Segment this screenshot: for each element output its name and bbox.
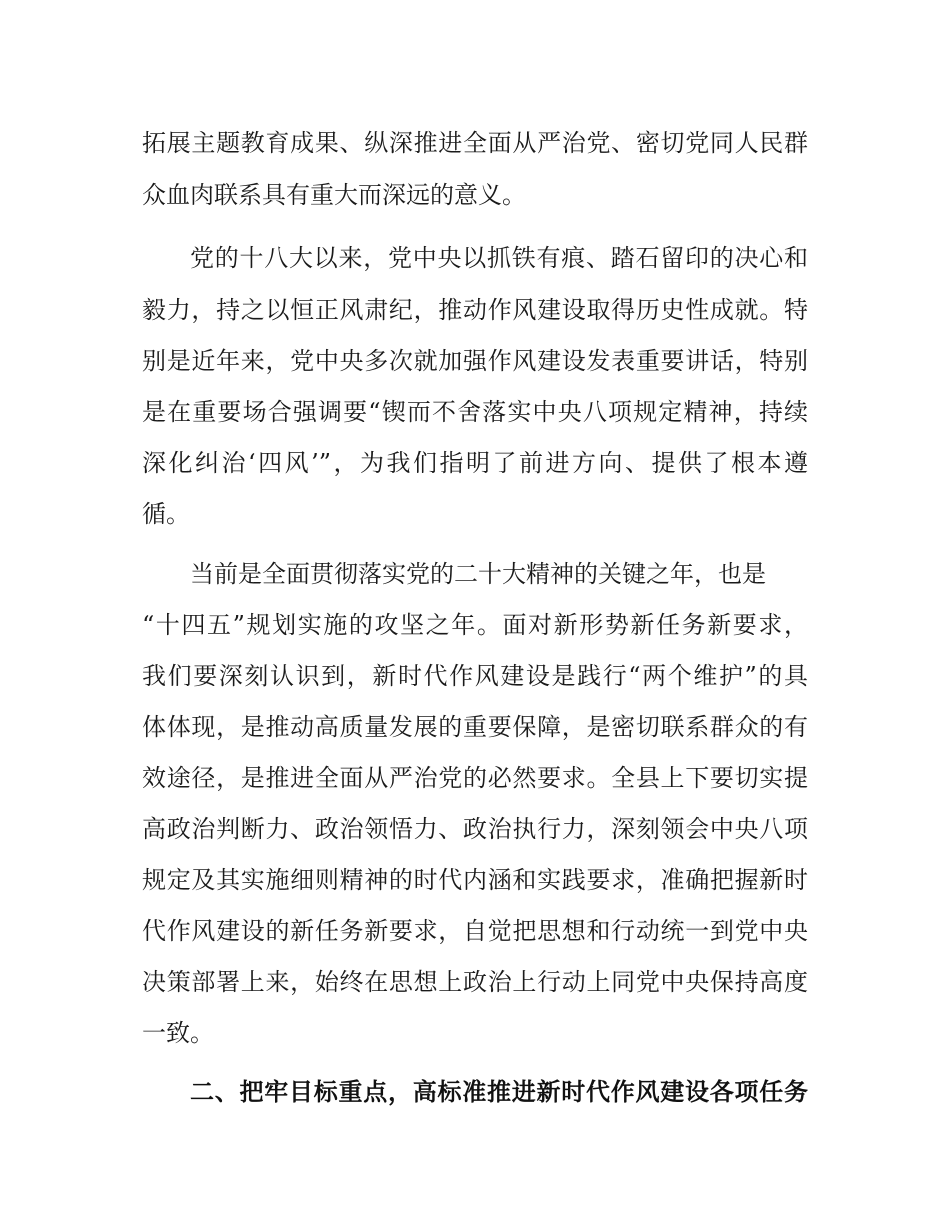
paragraph-3-line-6: 高政治判断力、政治领悟力、政治执行力，深刻领会中央八项 <box>142 815 808 843</box>
paragraph-3-line-1: 当前是全面贯彻落实党的二十大精神的关键之年，也是 <box>190 560 766 588</box>
section-heading: 二、把牢目标重点，高标准推进新时代作风建设各项任务 <box>190 1078 808 1106</box>
paragraph-3-line-10: 一致。 <box>142 1019 214 1047</box>
paragraph-3-line-2: “十四五”规划实施的攻坚之年。面对新形势新任务新要求， <box>142 611 808 639</box>
paragraph-1-line-2: 众血肉联系具有重大而深远的意义。 <box>142 181 526 209</box>
paragraph-2-line-6: 循。 <box>142 500 190 528</box>
paragraph-2-line-5: 深化纠治‘四风’”，为我们指明了前进方向、提供了根本遵 <box>142 449 808 477</box>
paragraph-2-line-1: 党的十八大以来，党中央以抓铁有痕、踏石留印的决心和 <box>190 244 808 272</box>
paragraph-2-line-4: 是在重要场合强调要“锲而不舍落实中央八项规定精神，持续 <box>142 398 808 426</box>
paragraph-3-line-7: 规定及其实施细则精神的时代内涵和实践要求，准确把握新时 <box>142 866 808 894</box>
paragraph-2-line-3: 别是近年来，党中央多次就加强作风建设发表重要讲话，特别 <box>142 347 808 375</box>
paragraph-1-line-1: 拓展主题教育成果、纵深推进全面从严治党、密切党同人民群 <box>142 129 808 157</box>
paragraph-3-line-9: 决策部署上来，始终在思想上政治上行动上同党中央保持高度 <box>142 968 808 996</box>
paragraph-3-line-3: 我们要深刻认识到，新时代作风建设是践行“两个维护”的具 <box>142 662 808 690</box>
paragraph-3-line-8: 代作风建设的新任务新要求，自觉把思想和行动统一到党中央 <box>142 917 808 945</box>
paragraph-3-line-5: 效途径，是推进全面从严治党的必然要求。全县上下要切实提 <box>142 764 808 792</box>
paragraph-2-line-2: 毅力，持之以恒正风肃纪，推动作风建设取得历史性成就。特 <box>142 296 808 324</box>
paragraph-3-line-4: 体体现，是推动高质量发展的重要保障，是密切联系群众的有 <box>142 713 808 741</box>
